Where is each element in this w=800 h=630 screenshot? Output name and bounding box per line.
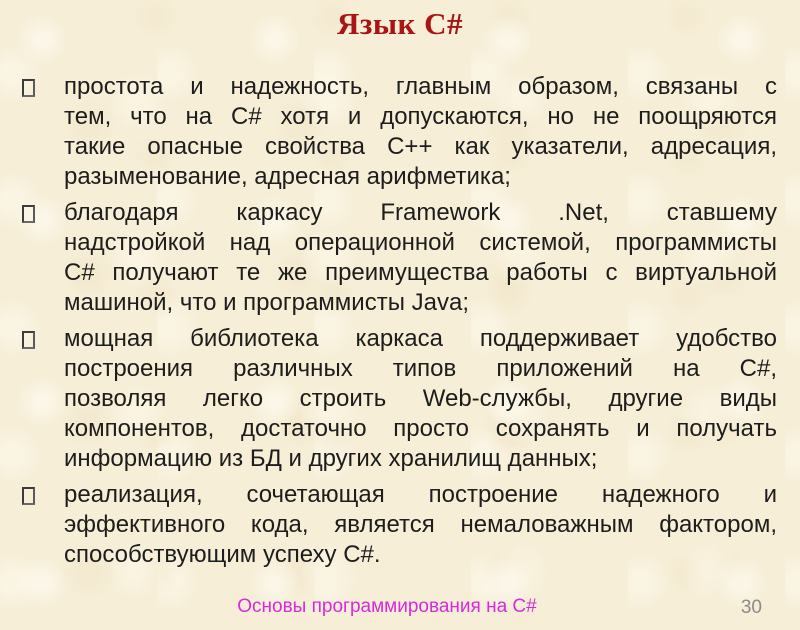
bullet-item xyxy=(20,480,777,570)
bullet-text-line: построения различных типов приложений на C#, xyxy=(64,355,777,382)
bullet-item xyxy=(20,72,777,192)
square-bullet-icon xyxy=(22,331,35,349)
bullet-text-line: компонентов, достаточно просто сохранять и получать xyxy=(64,415,777,442)
bullet-text-line: реализация, сочетающая построение надежного и xyxy=(64,481,777,508)
bullet-text-line: разыменование, адресная арифметика; xyxy=(64,163,511,190)
bullet-text-line: способствующим успеху C#. xyxy=(64,541,381,568)
square-bullet-icon xyxy=(22,487,35,505)
bullet-text-line: машиной, что и программисты Java; xyxy=(64,289,469,316)
bullet-text-line: C# получают те же преимущества работы с виртуальной xyxy=(64,259,777,286)
bullet-text-line: простота и надежность, главным образом, связаны с xyxy=(64,73,777,100)
bullet-text-line: мощная библиотека каркаса поддерживает удобство xyxy=(64,325,777,352)
bullet-text-line: благодаря каркасу Framework .Net, ставшему xyxy=(64,199,777,226)
page-number: 30 xyxy=(740,597,762,618)
bullet-item xyxy=(20,198,777,318)
bullet-text-line: позволяя легко строить Web-службы, другие виды xyxy=(64,385,777,412)
footer-title: Основы программирования на C# xyxy=(237,596,537,617)
bullet-text-line: информацию из БД и других хранилищ данных; xyxy=(64,445,598,472)
bullet-text-line: надстройкой над операционной системой, программисты xyxy=(64,229,777,256)
bullet-text-line: эффективного кода, является немаловажным фактором, xyxy=(64,511,777,538)
bullet-item xyxy=(20,324,777,474)
bullet-text-line: такие опасные свойства C++ как указатели, адресация, xyxy=(64,133,777,160)
square-bullet-icon xyxy=(22,205,35,223)
bullet-list xyxy=(20,72,777,576)
bullet-text-line: тем, что на C# хотя и допускаются, но не поощряются xyxy=(64,103,777,130)
slide-title: Язык C# xyxy=(336,6,464,41)
square-bullet-icon xyxy=(22,79,35,97)
